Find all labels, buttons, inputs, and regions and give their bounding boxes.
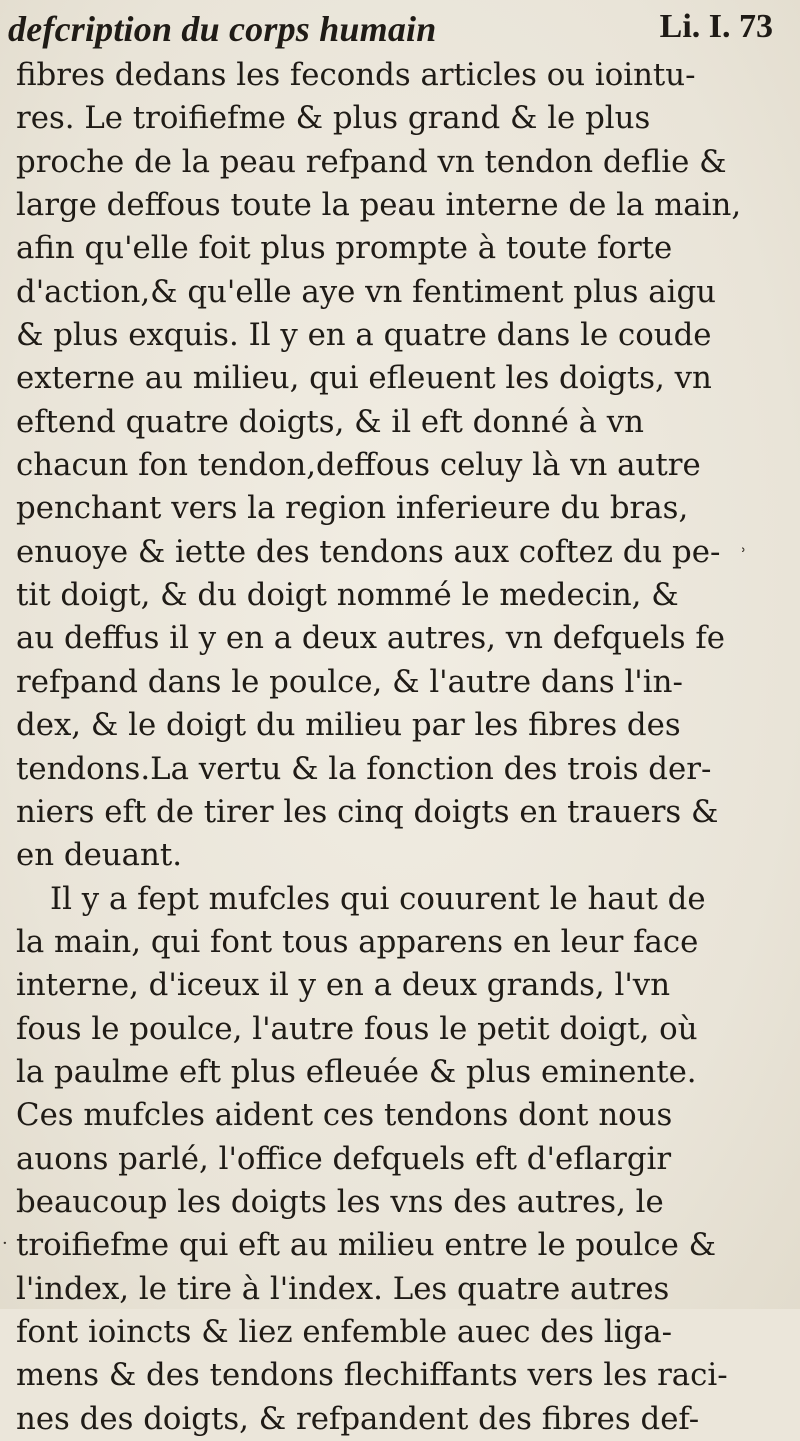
- text-line: au deffus il y en a deux autres, vn defquels fe: [16, 620, 725, 657]
- text-line: res. Le troifiefme & plus grand & le plus: [16, 100, 651, 137]
- text-line: & plus exquis. Il y en a quatre dans le coude: [16, 317, 712, 354]
- page-header: [8, 8, 783, 58]
- text-line: beaucoup les doigts les vns des autres, le: [16, 1183, 664, 1220]
- text-line: enuoye & iette des tendons aux coftez du pe-: [16, 533, 721, 570]
- text-line: penchant vers la region inferieure du bras,: [16, 490, 689, 527]
- text-line: la main, qui font tous apparens en leur face: [16, 923, 699, 960]
- text-line: tendons.La vertu & la fonction des trois der-: [16, 750, 712, 787]
- text-line: la paulme eft plus efleuée & plus eminente.: [16, 1053, 697, 1090]
- text-line: afin qu'elle foit plus prompte à toute forte: [16, 230, 673, 267]
- text-line: large deffous toute la peau interne de la main,: [16, 187, 742, 224]
- text-line: interne, d'iceux il y en a deux grands, l'vn: [16, 967, 671, 1004]
- page-number: Li. I. 73: [659, 8, 773, 45]
- running-head: defcription du corps humain: [8, 9, 437, 49]
- text-line: troifiefme qui eft au milieu entre le poulce &: [16, 1227, 717, 1264]
- text-line: mens & des tendons flechiffants vers les raci-: [16, 1357, 728, 1394]
- text-line: externe au milieu, qui efleuent les doigts, vn: [16, 360, 712, 397]
- text-line: refpand dans le poulce, & l'autre dans l'in-: [16, 663, 683, 700]
- text-line: fibres dedans les feconds articles ou iointu-: [16, 57, 696, 93]
- text-line: auons parlé, l'office defquels eft d'eflargir: [16, 1140, 672, 1177]
- text-line: niers eft de tirer les cinq doigts en trauers &: [16, 793, 719, 830]
- text-line: dex, & le doigt du milieu par les fibres des: [16, 707, 681, 744]
- text-line: eftend quatre doigts, & il eft donné à vn: [16, 403, 644, 440]
- text-line: font ioincts & liez enfemble auec des liga-: [16, 1313, 673, 1350]
- text-line: tit doigt, & du doigt nommé le medecin, &: [16, 577, 679, 614]
- paragraph-start-line: Il y a fept mufcles qui couurent le haut de: [50, 880, 706, 917]
- text-line: l'index, le tire à l'index. Les quatre autres: [16, 1270, 670, 1307]
- text-line: nes des doigts, & refpandent des fibres def-: [16, 1400, 700, 1437]
- text-line: fous le poulce, l'autre fous le petit doigt, où: [16, 1010, 698, 1047]
- text-line: proche de la peau refpand vn tendon deflie &: [16, 143, 727, 180]
- text-line: d'action,& qu'elle aye vn fentiment plus aigu: [16, 273, 716, 310]
- body-text: [16, 54, 786, 1441]
- text-line: en deuant.: [16, 837, 182, 874]
- text-line: chacun fon tendon,deffous celuy là vn autre: [16, 447, 701, 484]
- text-line: Ces mufcles aident ces tendons dont nous: [16, 1097, 673, 1134]
- margin-dot: ·: [2, 1233, 8, 1254]
- margin-mark: ʾ: [741, 545, 747, 566]
